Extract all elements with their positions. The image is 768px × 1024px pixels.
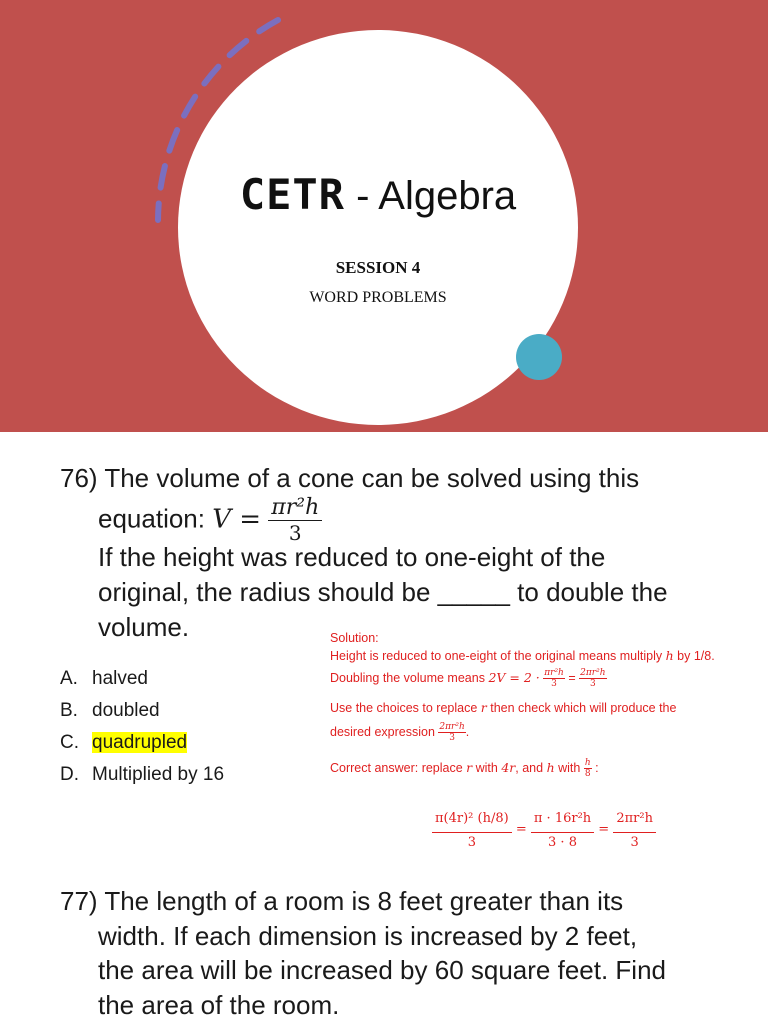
text: Doubling the volume means [330,671,489,685]
numerator: π(4r)² (h/8) [432,806,512,833]
q76-line-1: 76) The volume of a cone can be solved using this [60,463,640,493]
choice-a [60,666,224,698]
choice-b [60,698,224,730]
equals: = [515,822,527,837]
text: : [595,761,599,775]
denominator: 3 · 8 [548,835,577,850]
choice-letter: D. [60,764,79,785]
fraction [432,806,512,853]
q77-line-1: 77) The length of a room is 8 feet greater than its [60,886,624,916]
q77-line-3: the area will be increased by 60 square feet. Find [98,955,667,985]
numerator: h [584,758,591,769]
fraction [438,722,465,743]
solution-heading: Solution: [330,631,379,645]
solution-line-5 [330,755,760,781]
choice-text-highlighted: quadrupled [92,732,188,753]
answer-choices [60,666,224,794]
text: , and [515,761,547,775]
text: Use the choices to replace [330,701,481,715]
session-label: SESSION 4 [335,258,421,277]
choice-letter: B. [60,700,78,721]
formula-numerator: πr²h [268,496,322,521]
equals: = [568,671,576,685]
title-banner [0,0,768,432]
math-var: h [665,648,674,663]
formula-denominator: 3 [288,521,302,545]
fraction [613,806,656,853]
solution-line-1 [330,647,760,665]
formula-lhs: V = [212,504,262,535]
text: by 1/8. [673,649,715,663]
choice-letter: A. [60,668,78,689]
choice-d [60,762,224,794]
solution-equation [432,806,656,853]
fraction [543,668,565,689]
choice-text: Multiplied by 16 [92,764,225,785]
formula-fraction [268,496,322,545]
solution-line-2 [330,665,760,691]
text: Correct answer: replace [330,761,467,775]
denominator: 3 [551,679,557,690]
choice-text: doubled [92,700,160,721]
text: with [472,761,502,775]
text: then check which will produce the [486,701,677,715]
text: with [554,761,584,775]
q76-line-3: If the height was reduced to one-eight of the [98,542,606,572]
choice-text: halved [92,668,148,689]
math-var: r [466,760,473,775]
numerator: 2πr²h [580,668,606,679]
text: Height is reduced to one-eight of the original means multiply [330,649,666,663]
fraction [579,668,606,689]
solution-line-3 [330,699,760,717]
denominator: 3 [467,835,476,850]
topic-label: WORD PROBLEMS [309,289,447,306]
choice-c [60,730,224,762]
brand-logo-text: CETR [239,170,345,219]
numerator: 2πr²h [613,806,656,833]
question-77 [60,884,666,1022]
q76-line-5: volume. [98,612,190,642]
question-76 [60,461,668,645]
denominator: 3 [449,733,455,744]
solution-line-4 [330,717,760,747]
fraction [584,758,592,779]
q76-line-2 [60,495,668,545]
choice-letter: C. [60,732,79,753]
accent-dot [516,334,562,380]
text: desired expression [330,725,439,739]
q76-line-2-prefix: equation: [98,503,213,534]
fraction [531,806,594,853]
math-expr: 4r [501,760,516,775]
q77-line-4: the area of the room. [98,989,340,1020]
denominator: 3 [630,835,639,850]
denominator: 3 [589,679,596,690]
math-expr: 2V = 2 · [488,670,540,685]
equals: = [598,822,610,837]
slide-title [178,170,578,219]
math-var: h [546,760,555,775]
text: . [465,725,470,739]
q77-line-2: width. If each dimension is increased by 2 feet, [98,920,638,951]
q76-line-4: original, the radius should be _____ to double the [98,577,668,607]
numerator: π · 16r²h [531,806,594,833]
solution-block [330,630,760,781]
denominator: 8 [584,769,591,780]
title-subject: - Algebra [344,174,517,218]
numerator: 2πr²h [439,722,465,733]
numerator: πr²h [544,668,564,679]
math-var: r [480,700,487,715]
